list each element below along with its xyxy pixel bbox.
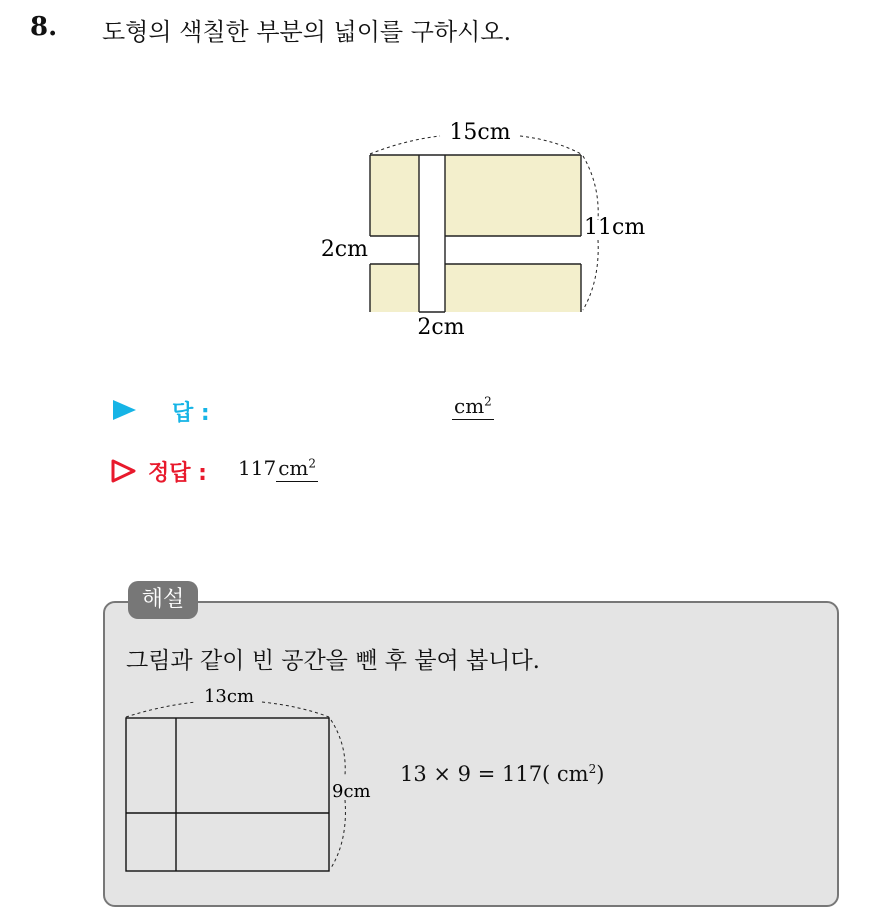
- width-label: 15cm: [449, 120, 511, 145]
- height-label: 11cm: [584, 215, 646, 240]
- shaded-rect-bottom-left: [370, 264, 419, 312]
- correct-value: 117 $cm^2$: [238, 456, 316, 480]
- explanation-grid: [126, 718, 329, 871]
- road-v-label: 2cm: [417, 315, 465, 340]
- shaded-rect-bottom-right: [445, 264, 581, 312]
- explanation-height-label: 9cm: [332, 781, 371, 802]
- explanation-width-label: 13cm: [203, 686, 255, 707]
- explanation-tag: 해설: [128, 581, 198, 619]
- road-h-label: 2cm: [320, 237, 368, 262]
- answer-arrow-icon: [112, 398, 138, 422]
- question-number: 8.: [30, 12, 58, 42]
- shaded-rect-top-left: [370, 155, 419, 236]
- correct-arrow-icon: [110, 458, 138, 484]
- answer-label: 답 :: [172, 401, 210, 426]
- correct-label: 정답 :: [148, 461, 207, 486]
- answer-unit: $cm^2$: [454, 394, 492, 418]
- question-text: 도형의 색칠한 부분의 넓이를 구하시오.: [102, 18, 512, 46]
- explanation-text: 그림과 같이 빈 공간을 뺀 후 붙여 봅니다.: [126, 648, 540, 674]
- explanation-formula: 13 × 9 = 117( $cm^2$): [400, 762, 605, 786]
- problem-figure: [0, 0, 884, 360]
- shaded-rect-top-right: [445, 155, 581, 236]
